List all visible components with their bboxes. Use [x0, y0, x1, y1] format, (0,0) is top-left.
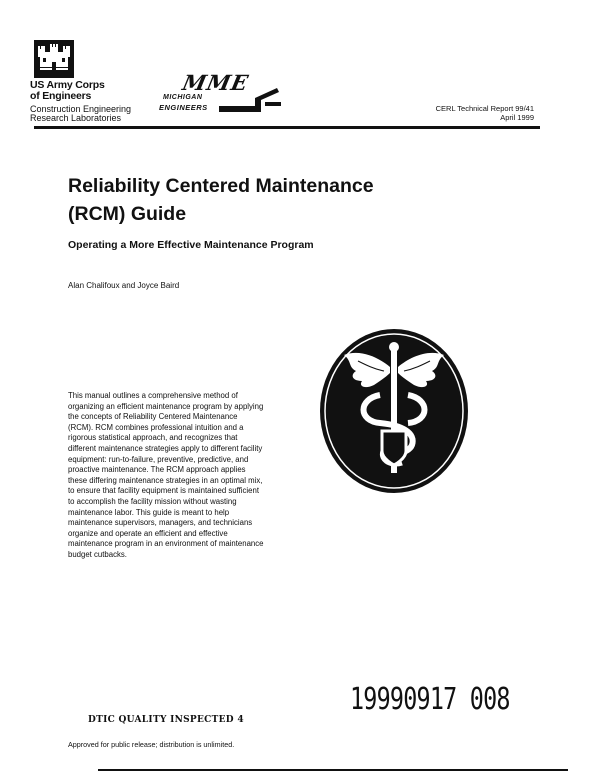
caduceus-icon: [318, 327, 470, 495]
document-title-line1: Reliability Centered Maintenance: [68, 175, 374, 197]
accession-number: 19990917 008: [350, 682, 510, 717]
document-title-line2: (RCM) Guide: [68, 203, 187, 225]
report-number: CERL Technical Report 99/41: [435, 104, 534, 113]
lab-name-line1: Construction Engineering: [30, 104, 132, 114]
abstract-paragraph: This manual outlines a comprehensive method of organizing an efficient maintenance program by applying the concepts of Reliability Centered Maintenance (RCM). RCM combines professional intuition and a rigorous statistical approach, and recognizes that different maintenance strategies apply to different facility equipment: run-to-failure, preventive, predictive, and proactive maintenance. The RCM approach applies these differing maintenance strategies in an optimal mix, to ensure that facility equipment is maintained sufficient to accomplish the facility mission without wasting maintenance labor. This guide is meant to help maintenance supervisors, managers, and technicians organize and operate an efficient and effective maintenance program in an environment of maintenance budget cutbacks.: [68, 391, 264, 559]
org-name-line2: of Engineers: [30, 90, 92, 102]
report-date: April 1999: [500, 113, 534, 122]
dtic-quality-stamp: DTIC QUALITY INSPECTED 4: [88, 715, 244, 725]
lab-name-line2: Research Laboratories: [30, 113, 122, 123]
header-divider: [34, 126, 540, 129]
authors: Alan Chalifoux and Joyce Baird: [68, 281, 180, 290]
org-name-line1: US Army Corps: [30, 79, 105, 91]
document-subtitle: Operating a More Effective Maintenance Program: [68, 239, 314, 251]
engineer-emblem: [318, 327, 470, 495]
swoosh-icon: [217, 84, 283, 118]
castle-icon: [34, 40, 74, 78]
distribution-statement: Approved for public release; distribution is unlimited.: [68, 740, 235, 749]
army-corps-castle-logo: [34, 40, 74, 78]
mme-logo-line1: MICHIGAN: [163, 94, 203, 101]
michigan-engineers-logo: [155, 70, 285, 120]
mme-logo-mark: MME: [180, 70, 252, 95]
mme-logo-line2: ENGINEERS: [159, 103, 208, 112]
footer-divider: [98, 769, 568, 771]
